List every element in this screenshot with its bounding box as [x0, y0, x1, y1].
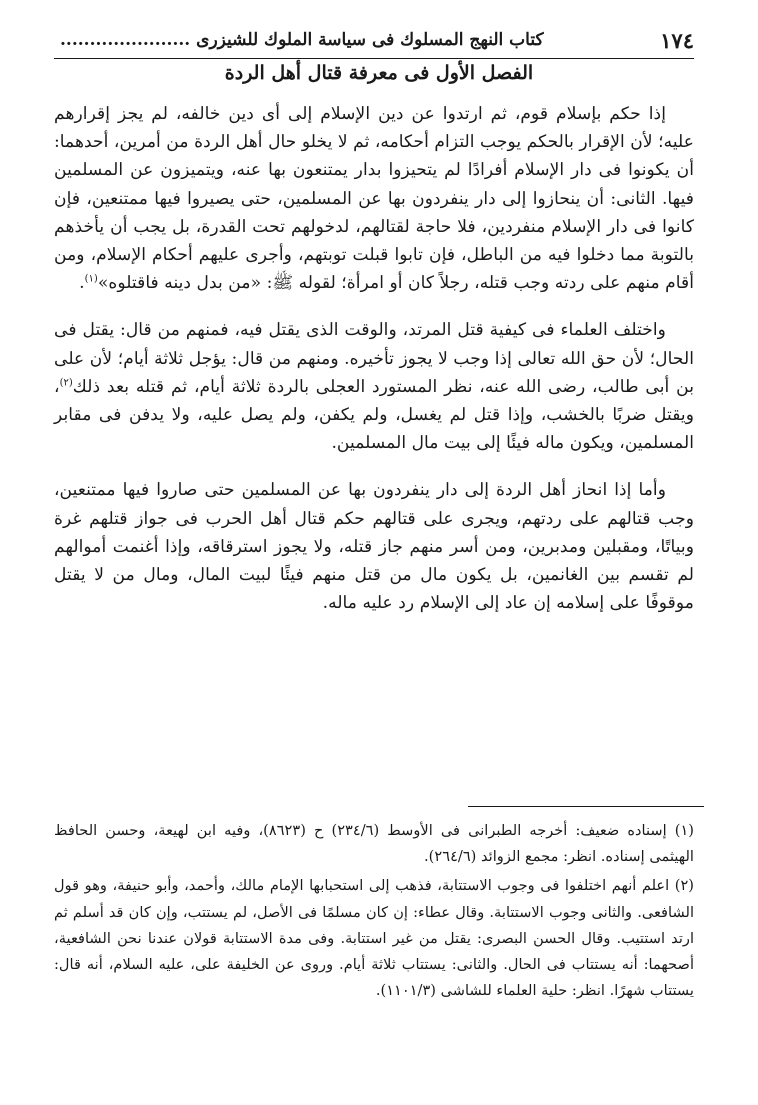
page-number: ١٧٤: [660, 28, 694, 53]
footnote-1: (١) إسناده ضعيف: أخرجه الطبرانى فى الأوسط (٢٣٤/٦) ح (٨٦٢٣)، وفيه ابن لهيعة، وحسن الحافظ الهيثمى إسناده. انظر: مجمع الزوائد (٢٦٤/٦).: [54, 822, 694, 866]
footnote-separator: [468, 806, 704, 807]
paragraph-text: وأما إذا انحاز أهل الردة إلى دار ينفردون بها عن المسلمين حتى صاروا فيها ممتنعين، وجب قتالهم على ردتهم، ويجرى على قتالهم حكم قتال أهل الحرب فى جواز قتلهم غرة وبياتًا، ومقبلين ومدبرين، ومن أسر منهم جاز قتله، ولا يجوز استرقاقه، وإذا أغنمت أموالهم لم تقسم بين الغانمين، بل يكون مال من قتل منهم فيئًا لبيت المال، ومال من لا يقتل موقوفًا على إسلامه إن عاد إلى الإسلام رد عليه ماله.: [54, 480, 694, 614]
paragraph-tail: ، ويقتل ضربًا بالخشب، وإذا قتل لم يغسل، ولم يكفن، ولم يصل عليه، ولا يدفن فى مقابر المسلمين، ويكون ماله فيئًا إلى بيت مال المسلمين.: [54, 376, 694, 454]
footnote-ref-1: (١): [84, 273, 98, 285]
footnotes: [54, 818, 694, 1007]
running-header: [54, 28, 694, 58]
footnote-2: (٢) اعلم أنهم اختلفوا فى وجوب الاستتابة، فذهب إلى استحبابها الإمام مالك، وأحمد، وأبو حنيفة، وهو قول الشافعى. والثانى وجوب الاستتابة. وقال عطاء: إن كان مسلمًا فى الأصل، لم يستتب، وإن كان قد أسلم ثم ارتد استتيب. وقال الحسن البصرى: يقتل من غير استتابة. وفى مدة الاستتابة قولان عندنا نحن الشافعية، أصحهما: أنه يستتاب فى الحال. والثانى: يستتاب ثلاثة أيام. وروى عن الخليفة على، عليه السلام، أنه قال: يستتاب شهرًا. انظر: حلية العلماء للشاشى (١١٠١/٣).: [54, 877, 694, 1000]
body-text: [54, 100, 694, 636]
paragraph-1: [54, 100, 694, 297]
footnote-ref-2: (٢): [59, 377, 73, 389]
book-title: كتاب النهج المسلوك فى سياسة الملوك للشيزرى: [196, 30, 544, 50]
header-rule: [54, 58, 694, 59]
chapter-title: الفصل الأول فى معرفة قتال أهل الردة: [224, 62, 534, 84]
paragraph-text: إذا حكم بإسلام قوم، ثم ارتدوا عن دين الإسلام إلى أى دين خالفه، لم يجز إقرارهم عليه؛ لأن الإقرار بالحكم يوجب التزام أحكامه، ثم لا يخلو حال أهل الردة من أمرين، أحدهما: أن يكونوا فى دار الإسلام أفرادًا لم يتحيزوا بدار يمتنعون بها عنه، ويتميزون عن المسلمين فيها. الثانى: أن ينحازوا إلى دار ينفردون بها عن المسلمين، حتى يصيروا فيها ممتنعين، فإن كانوا فى دار الإسلام منفردين، فلا حاجة لقتالهم، لدخولهم تحت القدرة، بل يجب أن يأخذهم بالتوبة مما دخلوا فيه من الباطل، فإن تابوا قبلت توبتهم، وأجرى عليهم أحكام الإسلام، ومن أقام منهم على ردته وجب قتله، رجلاً كان أو امرأة؛ لقوله ﷺ: «من بدل دينه فاقتلوه»: [54, 104, 694, 294]
paragraph-2: [54, 316, 694, 457]
leader-dots: ......................: [60, 30, 191, 50]
running-header-text: [60, 30, 544, 50]
paragraph-tail: .: [79, 273, 85, 294]
paragraph-text: واختلف العلماء فى كيفية قتل المرتد، والوقت الذى يقتل فيه، فمنهم من قال: يقتل فى الحال؛ لأن حق الله تعالى إذا وجب لا يجوز تأخيره. ومنهم من قال: يؤجل ثلاثة أيام؛ لأن على بن أبى طالب، رضى الله عنه، نظر المستورد العجلى بالردة ثلاثة أيام، ثم قتله بعد ذلك: [54, 320, 694, 397]
paragraph-3: [54, 476, 694, 617]
